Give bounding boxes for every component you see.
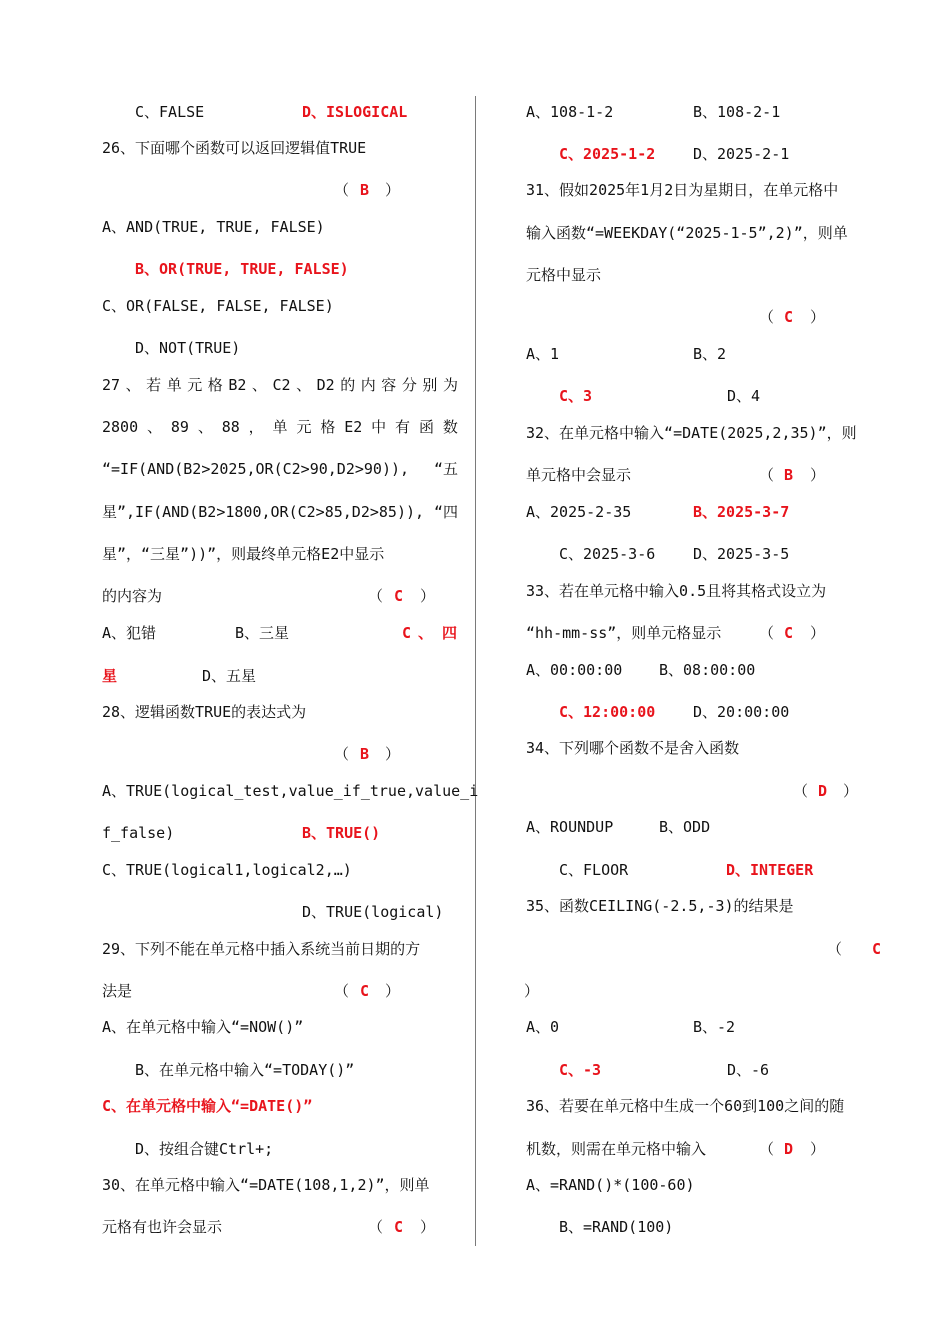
q27-stem-line6: 的内容为 (102, 587, 163, 605)
q27-option-a: A、犯错 (102, 624, 157, 642)
q32-option-a: A、2025-2-35 (526, 503, 632, 521)
q26-option-a: A、AND(TRUE, TRUE, FALSE) (102, 218, 325, 236)
q33-stem-line1: 33、若在单元格中输入0.5且将其格式设立为 (526, 582, 827, 600)
q32-paren-open: （ (759, 466, 775, 484)
q34-option-d-answer: D、INTEGER (726, 861, 814, 879)
q27-stem-line5: 星”，“三星”))”，则最终单元格E2中显示 (102, 545, 385, 563)
q35-option-b: B、-2 (693, 1018, 736, 1036)
q25-option-d-answer: D、ISLOGICAL (302, 103, 408, 121)
q29-paren-close: ） (385, 982, 401, 1000)
q26-paren-open: （ (334, 181, 350, 199)
q30-option-c-answer: C、2025-1-2 (559, 145, 656, 163)
q29-paren-open: （ (334, 982, 350, 1000)
q35-paren-close: ） (524, 982, 540, 1000)
q31-stem-line2: 输入函数“=WEEKDAY(“2025-1-5”,2)”，则单 (526, 224, 848, 242)
q29-answer: C (360, 982, 370, 1000)
q29-option-a: A、在单元格中输入“=NOW()” (102, 1018, 304, 1036)
q35-answer: C (872, 940, 882, 958)
q32-answer: B (784, 466, 794, 484)
q33-paren-open: （ (759, 624, 775, 642)
q34-option-c: C、FLOOR (559, 861, 629, 879)
q33-option-d: D、20:00:00 (693, 703, 790, 721)
q34-stem: 34、下列哪个函数不是舍入函数 (526, 739, 740, 757)
q28-answer: B (360, 745, 370, 763)
q25-option-c: C、FALSE (135, 103, 205, 121)
q29-option-b: B、在单元格中输入“=TODAY()” (135, 1061, 355, 1079)
q27-option-c-answer-sep: 、 (418, 624, 434, 642)
q36-stem-line1: 36、若要在单元格中生成一个60到100之间的随 (526, 1097, 845, 1115)
q28-paren-close: ） (385, 745, 401, 763)
q27-option-c-answer-part1: C (402, 624, 412, 642)
q34-option-b: B、ODD (659, 818, 711, 836)
q28-option-d: D、TRUE(logical) (302, 903, 444, 921)
q36-answer: D (784, 1140, 794, 1158)
q30-answer: C (394, 1218, 404, 1236)
q31-answer: C (784, 308, 794, 326)
q31-option-a: A、1 (526, 345, 560, 363)
q31-option-d: D、4 (727, 387, 761, 405)
q27-option-c-answer-part2: 四 (442, 624, 458, 642)
q35-option-a: A、0 (526, 1018, 560, 1036)
q35-stem: 35、函数CEILING(-2.5,-3)的结果是 (526, 897, 794, 915)
q34-paren-close: ） (843, 782, 859, 800)
q35-paren-open: （ (827, 940, 843, 958)
q30-stem-line1: 30、在单元格中输入“=DATE(108,1,2)”，则单 (102, 1176, 430, 1194)
q27-option-d: D、五星 (202, 667, 257, 685)
q30-option-d: D、2025-2-1 (693, 145, 790, 163)
q32-option-b-answer: B、2025-3-7 (693, 503, 790, 521)
q31-stem-line1: 31、假如2025年1月2日为星期日，在单元格中 (526, 181, 839, 199)
q28-option-a-line1: A、TRUE(logical_test,value_if_true,value_i (102, 782, 479, 800)
q31-option-c-answer: C、3 (559, 387, 593, 405)
q27-option-c-answer-part3: 星 (102, 667, 118, 685)
q26-option-c: C、OR(FALSE, FALSE, FALSE) (102, 297, 334, 315)
q27-paren-close: ） (420, 587, 436, 605)
q26-option-b-answer: B、OR(TRUE, TRUE, FALSE) (135, 260, 349, 278)
q29-stem-line2: 法是 (102, 982, 133, 1000)
q36-stem-line2: 机数，则需在单元格中输入 (526, 1140, 707, 1158)
q36-option-b: B、=RAND(100) (559, 1218, 674, 1236)
q33-answer: C (784, 624, 794, 642)
q33-option-b: B、08:00:00 (659, 661, 756, 679)
q27-paren-open: （ (368, 587, 384, 605)
q28-paren-open: （ (334, 745, 350, 763)
q28-option-c: C、TRUE(logical1,logical2,…) (102, 861, 352, 879)
q27-stem-line4: 星”,IF(AND(B2>1800,OR(C2>85,D2>85)), “四 (102, 503, 458, 521)
q33-option-a: A、00:00:00 (526, 661, 623, 679)
q32-stem-line1: 32、在单元格中输入“=DATE(2025,2,35)”，则 (526, 424, 857, 442)
q27-answer: C (394, 587, 404, 605)
q30-option-a: A、108-1-2 (526, 103, 614, 121)
column-divider (475, 96, 476, 1246)
q33-option-c-answer: C、12:00:00 (559, 703, 656, 721)
q32-option-d: D、2025-3-5 (693, 545, 790, 563)
q30-paren-close: ） (420, 1218, 436, 1236)
q35-option-c-answer: C、-3 (559, 1061, 602, 1079)
q32-stem-line2: 单元格中会显示 (526, 466, 632, 484)
q27-option-b: B、三星 (235, 624, 290, 642)
q26-stem: 26、下面哪个函数可以返回逻辑值TRUE (102, 139, 367, 157)
q28-stem: 28、逻辑函数TRUE的表达式为 (102, 703, 307, 721)
q36-option-a: A、=RAND()*(100-60) (526, 1176, 695, 1194)
q31-stem-line3: 元格中显示 (526, 266, 602, 284)
q28-option-b-answer: B、TRUE() (302, 824, 381, 842)
q30-paren-open: （ (368, 1218, 384, 1236)
q36-paren-open: （ (759, 1140, 775, 1158)
q29-option-c-answer: C、在单元格中输入“=DATE()” (102, 1097, 313, 1115)
q26-paren-close: ） (385, 181, 401, 199)
q36-paren-close: ） (810, 1140, 826, 1158)
q35-option-d: D、-6 (727, 1061, 770, 1079)
q26-option-d: D、NOT(TRUE) (135, 339, 241, 357)
q33-paren-close: ） (810, 624, 826, 642)
q29-option-d: D、按组合键Ctrl+; (135, 1140, 274, 1158)
q29-stem-line1: 29、下列不能在单元格中插入系统当前日期的方 (102, 940, 421, 958)
q32-paren-close: ） (810, 466, 826, 484)
q30-option-b: B、108-2-1 (693, 103, 781, 121)
q31-paren-open: （ (759, 308, 775, 326)
q33-stem-line2: “hh-mm-ss”，则单元格显示 (526, 624, 722, 642)
q27-stem-line1: 27 、 若 单 元 格 B2 、 C2 、 D2 的 内 容 分 别 为 (102, 376, 458, 394)
q27-stem-line3: “=IF(AND(B2>2025,OR(C2>90,D2>90)), “五 (102, 460, 458, 478)
q26-answer: B (360, 181, 370, 199)
q34-answer: D (818, 782, 828, 800)
q31-paren-close: ） (810, 308, 826, 326)
q27-stem-line2: 2800 、 89 、 88 ， 单 元 格 E2 中 有 函 数 (102, 418, 458, 436)
q31-option-b: B、2 (693, 345, 727, 363)
q30-stem-line2: 元格有也许会显示 (102, 1218, 223, 1236)
q28-option-a-line2: f_false) (102, 824, 175, 842)
q32-option-c: C、2025-3-6 (559, 545, 656, 563)
q34-option-a: A、ROUNDUP (526, 818, 614, 836)
q34-paren-open: （ (793, 782, 809, 800)
